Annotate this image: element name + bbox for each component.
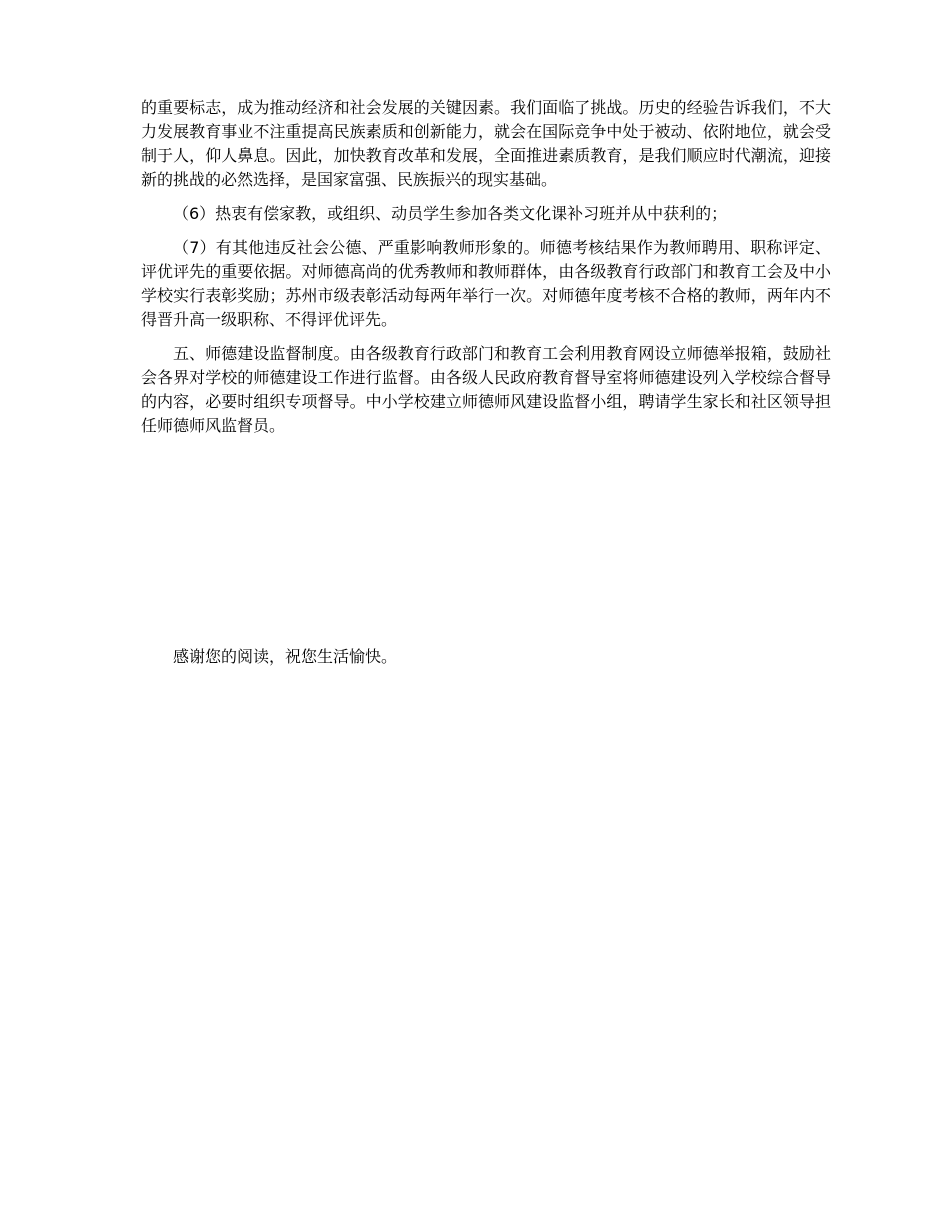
paragraph-item-6: （6）热衷有偿家教，或组织、动员学生参加各类文化课补习班并从中获利的； [173,204,728,223]
paragraph-continuation: 的重要标志，成为推动经济和社会发展的关键因素。我们面临了挑战。历史的经验告诉我们，不大力发展教育事业不注重提高民族素质和创新能力，就会在国际竞争中处于被动、依附地位，就会受制于人，仰人鼻息。因此，加快教育改革和发展，全面推进素质教育，是我们顺应时代潮流，迎接新的挑战的必然选择，是国家富强、民族振兴的现实基础。 [141,98,831,189]
paragraph-item-7: （7）有其他违反社会公德、严重影响教师形象的。师德考核结果作为教师聘用、职称评定、评优评先的重要依据。对师德高尚的优秀教师和教师群体，由各级教育行政部门和教育工会及中小学校实行表彰奖励；苏州市级表彰活动每两年举行一次。对师德年度考核不合格的教师，两年内不得晋升高一级职称、不得评优评先。 [141,238,831,329]
document-body [141,96,831,438]
paragraph-section-5: 五、师德建设监督制度。由各级教育行政部门和教育工会利用教育网设立师德举报箱，鼓励社会各界对学校的师德建设工作进行监督。由各级人民政府教育督导室将师德建设列入学校综合督导的内容，必要时组织专项督导。中小学校建立师德师风建设监督小组，聘请学生家长和社区领导担任师德师风监督员。 [141,344,831,435]
closing-line: 感谢您的阅读，祝您生活愉快。 [173,647,398,666]
